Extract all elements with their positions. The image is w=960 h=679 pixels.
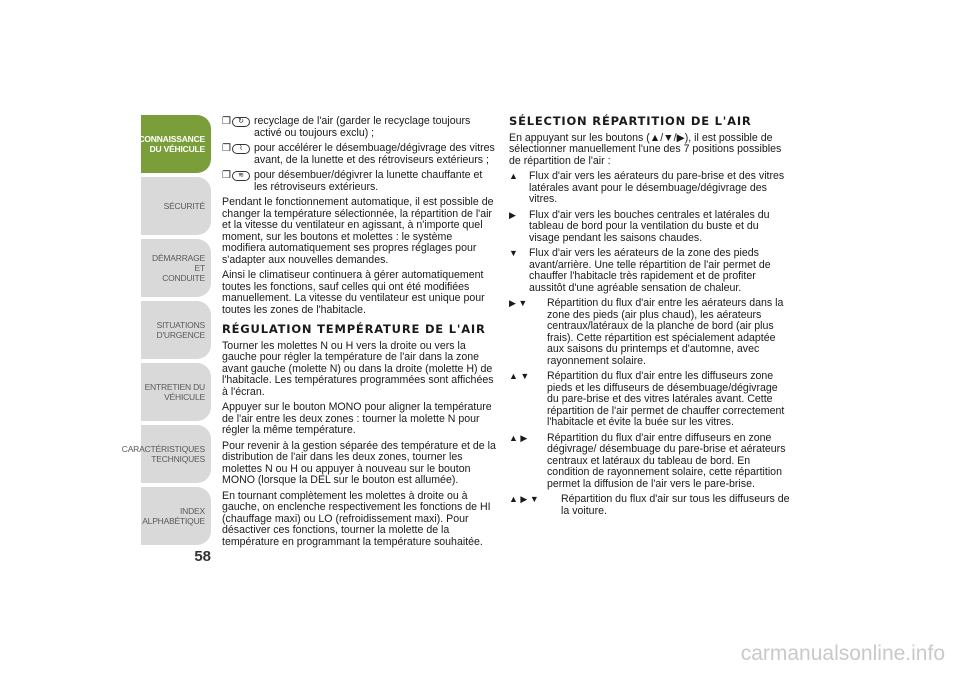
item-text: Flux d'air vers les aérateurs de la zone des pieds avant/arrière. Une telle répartition de l'air permet de chauffer l'habitacle très rapidement et de profiter aussitôt d'une agréable sensation de chaleur. (529, 247, 771, 294)
list-item (222, 116, 497, 139)
list-item (509, 494, 791, 517)
recirculation-icon: ↻ (232, 117, 250, 127)
airflow-arrow-icon: ▶ ▼ (509, 298, 528, 308)
item-text: Répartition du flux d'air entre les diffuseurs zone pieds et les diffuseurs de désembuage/dégivrage du pare-brise et des vitres latérales avant. Cette répartition de l'air permet de chauffer correctement l'habitacle et évite la buée sur les vitres. (547, 370, 785, 428)
paragraph: En appuyant sur les boutons (▲/▼/▶), il est possible de sélectionner manuellement l'une des 7 positions possibles de répartition de l'air : (509, 131, 782, 167)
right-column (509, 116, 791, 521)
tab-label: CARACTÉRISTIQUES TECHNIQUES (121, 444, 205, 464)
tab-label: CONNAISSANCE DU VÉHICULE (138, 134, 205, 154)
item-text: Flux d'air vers les bouches centrales et latérales du tableau de bord pour la ventilation du buste et du visage pendant les saisons chaudes. (529, 208, 770, 244)
paragraph: Pendant le fonctionnement automatique, il est possible de changer la température sélectionnée, la répartition de l'air et la vitesse du ventilateur en agissant, à n'importe quel moment, sur les boutons et molettes : le système modifiera automatiquement ses propres réglages pour s'adapter aux nouvelles demandes. (222, 196, 494, 266)
airflow-arrow-icon: ▼ (509, 248, 518, 258)
tab-caracteristiques-techniques[interactable] (121, 425, 211, 483)
section-heading: SÉLECTION RÉPARTITION DE L'AIR (509, 114, 752, 128)
checkbox-bullet-icon: ❐ (222, 116, 231, 127)
paragraph: En tournant complètement les molettes à droite ou à gauche, on enclenche respectivement les fonctions de HI (chauffage maxi) ou LO (refroidissement maxi). Pour désactiver ces fonctions, tourner la molette de la température en programmant la température souhaitée. (222, 489, 491, 548)
paragraph: Appuyer sur le bouton MONO pour aligner la température de l'air entre les deux zones : tourner la molette N pour régler la même température. (222, 401, 492, 436)
list-item (222, 170, 497, 193)
item-text: Répartition du flux d'air sur tous les diffuseurs de la voiture. (561, 493, 790, 517)
bullet-text: pour désembuer/dégivrer la lunette chauffante et les rétroviseurs extérieurs. (254, 169, 483, 193)
item-text: Répartition du flux d'air entre diffuseurs en zone dégivrage/ désembuage du pare-brise et aérateurs centraux et latéraux du tableau de bord. En condition de rayonnement solaire, cette répartition permet la diffusion de l'air vers le pare-brise. (547, 431, 786, 490)
airflow-arrow-icon: ▲ (509, 171, 518, 181)
paragraph: Pour revenir à la gestion séparée des température et de la distribution de l'air dans les deux zones, tourner les molettes N ou H ou appuyer à nouveau sur le bouton MONO (lorsque la DEL sur le bouton est allumée). (222, 439, 496, 486)
list-item (509, 371, 791, 429)
airflow-arrow-icon: ▲ ▼ (509, 371, 530, 381)
airflow-arrow-icon: ▶ (509, 209, 516, 220)
airflow-arrow-icon: ▲ ▶ (509, 432, 528, 443)
left-column (222, 116, 497, 552)
list-item (509, 171, 791, 206)
paragraph: Ainsi le climatiseur continuera à gérer automatiquement toutes les fonctions, sauf celles qui ont été modifiées manuellement. La vitesse du ventilateur est unique pour toutes les zones de l'habitacle. (222, 269, 485, 316)
airflow-arrow-icon: ▲ ▶ ▼ (509, 494, 539, 504)
tab-securite[interactable] (141, 177, 211, 235)
page-number: 58 (194, 548, 211, 565)
tab-situations-d-urgence[interactable] (141, 301, 211, 359)
bullet-text: recyclage de l'air (garder le recyclage toujours activé ou toujours exclu) ; (254, 115, 471, 139)
tab-index-alphabetique[interactable] (141, 487, 211, 545)
list-item (509, 248, 791, 294)
list-item (509, 298, 791, 367)
list-item (509, 210, 791, 245)
tab-entretien-du-vehicule[interactable] (141, 363, 211, 421)
paragraph: Tourner les molettes N ou H vers la droite ou vers la gauche pour régler la température de l'air dans la zone avant gauche (molette N) ou dans la droite (molette H) de l'habitacle. Les températures programmées sont affichées à l'écran. (222, 339, 494, 398)
tab-connaissance-du-vehicule[interactable] (138, 115, 211, 173)
item-text: Flux d'air vers les aérateurs du pare-brise et des vitres latérales avant pour le désembuage/dégivrage des vitres. (529, 170, 785, 205)
rear-defrost-icon: ≋ (232, 171, 250, 181)
bullet-text: pour accélérer le désembuage/dégivrage des vitres avant, de la lunette et des rétroviseurs extérieurs ; (254, 142, 495, 166)
defrost-windshield-icon: ⌇ (232, 144, 250, 154)
tab-label: SÉCURITÉ (163, 201, 205, 211)
checkbox-bullet-icon: ❐ (222, 143, 231, 154)
list-item (509, 433, 791, 491)
tab-label: ENTRETIEN DU VÉHICULE (144, 382, 205, 402)
checkbox-bullet-icon: ❐ (222, 170, 231, 181)
tab-demarrage-et-conduite[interactable] (141, 239, 211, 297)
item-text: Répartition du flux d'air entre les aérateurs dans la zone des pieds (air plus chaud), les aérateurs centraux/latéraux de la planche de bord (air plus frais). Cette répartition est spécialement adaptée aux saisons du printemps et d'automne, avec rayonnement solaire. (547, 297, 784, 367)
tab-label: SITUATIONS D'URGENCE (156, 320, 205, 340)
list-item (222, 143, 497, 166)
tab-label: INDEX ALPHABÉTIQUE (142, 506, 205, 526)
section-heading: RÉGULATION TEMPÉRATURE DE L'AIR (222, 322, 486, 336)
watermark: carmanualsonline.info (740, 642, 945, 665)
tab-label: DÉMARRAGE ET CONDUITE (152, 253, 205, 283)
